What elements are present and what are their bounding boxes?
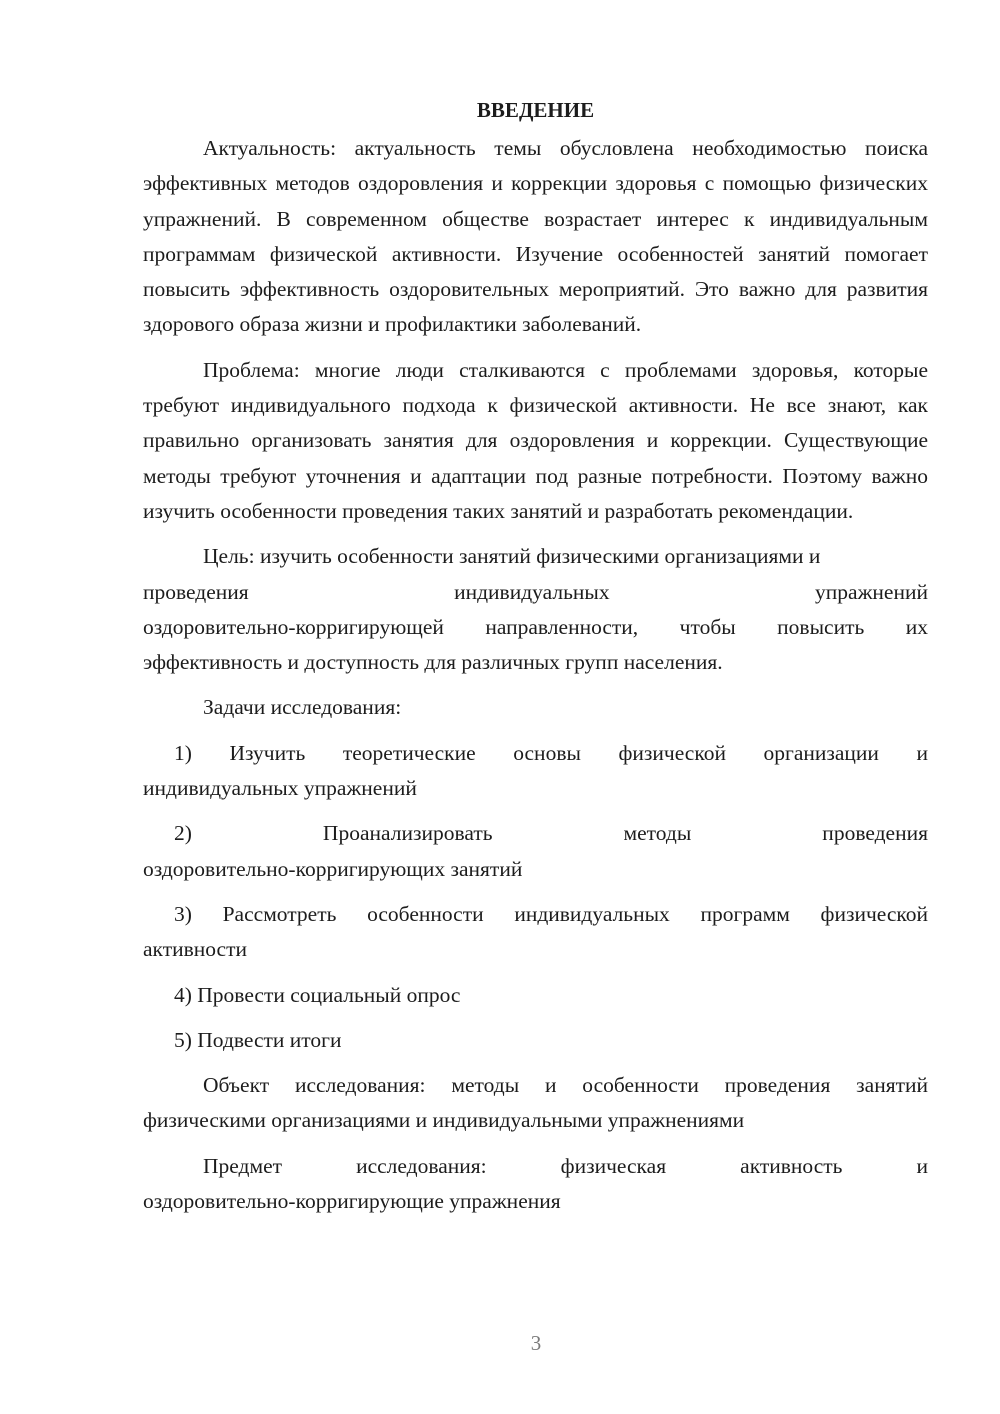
task-3-rest: активности [143,937,247,962]
problem-paragraph: Проблема: многие люди сталкиваются с проблемами здоровья, которые требуют индивидуального подхода к физической активности. Не все знают, как правильно организовать занятия для оздоровления и коррекции. Существующие методы требуют уточнения и адаптации под разные потребности. Поэтому важно изучить особенности проведения таких занятий и разработать рекомендации. [143,357,928,523]
object-paragraph: Объект исследования: методы и особенности проведения занятий физическими организациями и индивидуальными упражнениями [143,1073,928,1133]
section-heading: ВВЕДЕНИЕ [476,98,595,122]
goal-line-rest: оздоровительно-корригирующей направленности, чтобы повысить их эффективность и доступность для различных групп населения. [143,614,928,675]
task-5-line-1: 5) Подвести итоги [174,1027,342,1052]
task-1-line-1: 1) Изучить теоретические основы физической организации и [174,740,928,765]
subject-paragraph [143,1149,928,1220]
task-item-3 [143,897,928,968]
task-2-line-1: 2) Проанализировать методы проведения [174,821,928,846]
task-4-line-1: 4) Провести социальный опрос [174,982,461,1007]
document-page [143,92,928,1229]
task-3-line-1: 3) Рассмотреть особенности индивидуальных программ физической [174,901,928,926]
task-item-2 [143,816,928,887]
goal-line-2: проведения индивидуальных упражнений [143,579,928,604]
task-item-5 [143,1023,928,1058]
task-1-rest: индивидуальных упражнений [143,776,417,801]
subject-line-1: Предмет исследования: физическая активность и [203,1153,928,1178]
goal-paragraph [143,539,928,680]
task-item-4 [143,978,928,1013]
task-2-rest: оздоровительно-корригирующих занятий [143,856,523,881]
tasks-title: Задачи исследования: [203,695,402,720]
subject-rest: оздоровительно-корригирующие упражнения [143,1189,561,1214]
goal-line-1: Цель: изучить особенности занятий физическими организациями и [203,544,821,569]
task-item-1 [143,736,928,807]
relevance-paragraph: Актуальность: актуальность темы обусловлена необходимостью поиска эффективных методов оздоровления и коррекции здоровья с помощью физических упражнений. В современном обществе возрастает интерес к индивидуальным программам физической активности. Изучение особенностей занятий помогает повысить эффективность оздоровительных мероприятий. Это важно для развития здорового образа жизни и профилактики заболеваний. [143,136,928,337]
page-number: 3 [530,1331,542,1355]
